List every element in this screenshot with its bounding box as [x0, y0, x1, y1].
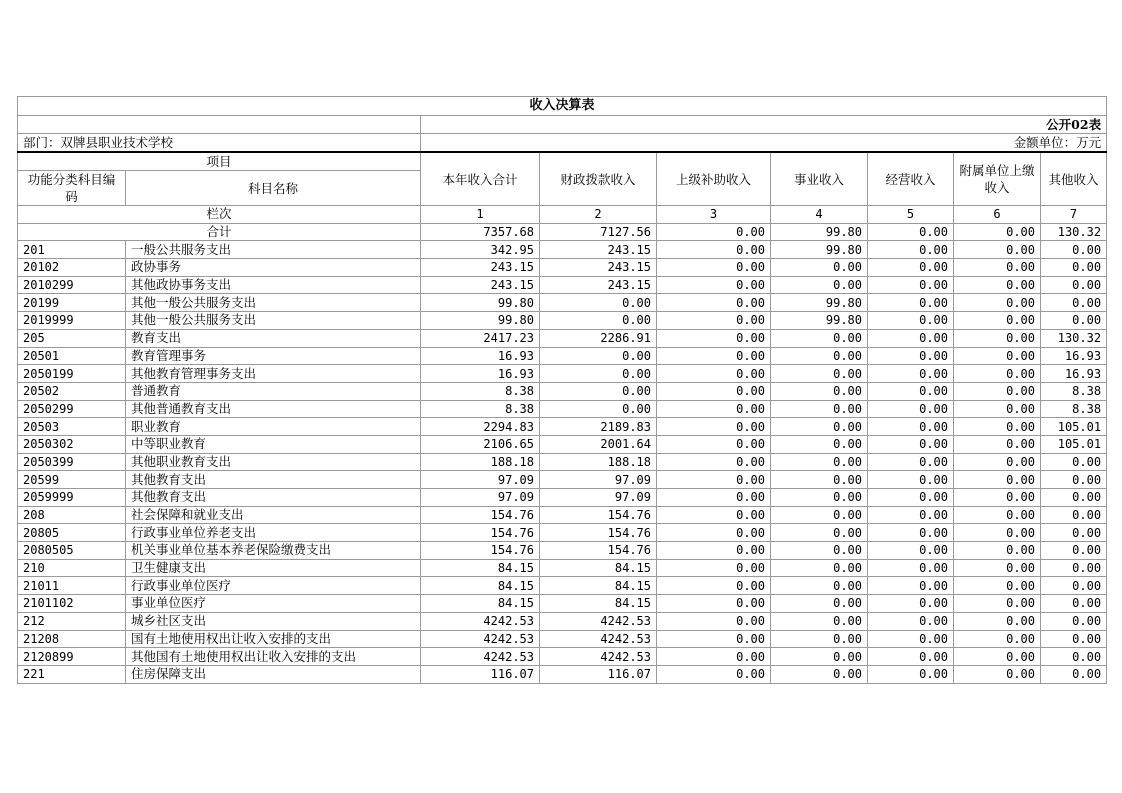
amount-cell: 0.00	[657, 630, 771, 648]
column-index: 4	[771, 206, 868, 224]
subject-name: 教育管理事务	[126, 347, 421, 365]
column-index: 6	[954, 206, 1041, 224]
subject-name: 其他教育支出	[126, 489, 421, 507]
amount-cell: 99.80	[771, 294, 868, 312]
subject-name: 卫生健康支出	[126, 559, 421, 577]
amount-cell: 8.38	[421, 400, 540, 418]
form-number: 公开02表	[421, 116, 1107, 134]
subject-code: 2059999	[18, 489, 126, 507]
table-row	[18, 365, 1107, 383]
amount-cell: 0.00	[540, 382, 657, 400]
subject-code: 2050199	[18, 365, 126, 383]
subject-code: 2050399	[18, 453, 126, 471]
amount-cell: 0.00	[954, 312, 1041, 330]
table-row	[18, 542, 1107, 560]
amount-cell: 0.00	[954, 612, 1041, 630]
amount-cell: 0.00	[868, 435, 954, 453]
table-row	[18, 400, 1107, 418]
amount-cell: 0.00	[1041, 259, 1107, 277]
table-row	[18, 435, 1107, 453]
total-row-label: 合计	[18, 223, 421, 241]
amount-cell: 243.15	[421, 259, 540, 277]
amount-cell: 0.00	[868, 418, 954, 436]
subject-name: 中等职业教育	[126, 435, 421, 453]
amount-cell: 84.15	[540, 559, 657, 577]
table-row	[18, 259, 1107, 277]
affiliated-header: 附属单位上缴收入	[954, 152, 1041, 206]
amount-cell: 4242.53	[421, 612, 540, 630]
amount-cell: 154.76	[421, 524, 540, 542]
subject-name: 其他普通教育支出	[126, 400, 421, 418]
subject-name: 行政事业单位医疗	[126, 577, 421, 595]
amount-cell: 0.00	[1041, 453, 1107, 471]
amount-cell: 0.00	[657, 559, 771, 577]
amount-cell: 0.00	[771, 276, 868, 294]
amount-cell: 0.00	[868, 312, 954, 330]
subject-name: 社会保障和就业支出	[126, 506, 421, 524]
amount-cell: 0.00	[657, 259, 771, 277]
amount-cell: 0.00	[771, 665, 868, 683]
amount-cell: 0.00	[771, 418, 868, 436]
table-row	[18, 630, 1107, 648]
column-index: 1	[421, 206, 540, 224]
amount-cell: 0.00	[540, 294, 657, 312]
subject-name: 城乡社区支出	[126, 612, 421, 630]
amount-cell: 0.00	[954, 630, 1041, 648]
table-row	[18, 382, 1107, 400]
subject-name: 行政事业单位养老支出	[126, 524, 421, 542]
income-table	[17, 96, 1107, 684]
amount-cell: 4242.53	[540, 612, 657, 630]
amount-cell: 0.00	[954, 453, 1041, 471]
amount-cell: 0.00	[657, 241, 771, 259]
subject-code: 2050299	[18, 400, 126, 418]
amount-cell: 0.00	[954, 294, 1041, 312]
subject-name: 住房保障支出	[126, 665, 421, 683]
column-index: 2	[540, 206, 657, 224]
amount-cell: 0.00	[771, 648, 868, 666]
amount-cell: 0.00	[1041, 595, 1107, 613]
subject-code: 201	[18, 241, 126, 259]
amount-cell: 0.00	[868, 506, 954, 524]
amount-cell: 0.00	[1041, 665, 1107, 683]
amount-cell: 0.00	[657, 435, 771, 453]
amount-cell: 0.00	[1041, 471, 1107, 489]
total-value: 7127.56	[540, 223, 657, 241]
other-header: 其他收入	[1041, 152, 1107, 206]
amount-cell: 0.00	[868, 577, 954, 595]
subject-code: 210	[18, 559, 126, 577]
amount-cell: 0.00	[771, 453, 868, 471]
amount-cell: 0.00	[657, 453, 771, 471]
subject-code: 20599	[18, 471, 126, 489]
subject-code: 2120899	[18, 648, 126, 666]
amount-cell: 0.00	[954, 524, 1041, 542]
table-row	[18, 329, 1107, 347]
subject-code: 205	[18, 329, 126, 347]
amount-cell: 0.00	[771, 259, 868, 277]
amount-cell: 0.00	[657, 665, 771, 683]
table-row	[18, 524, 1107, 542]
table-row	[18, 312, 1107, 330]
table-row	[18, 471, 1107, 489]
amount-cell: 0.00	[954, 400, 1041, 418]
amount-cell: 0.00	[954, 595, 1041, 613]
subject-code: 20501	[18, 347, 126, 365]
amount-cell: 0.00	[771, 630, 868, 648]
total-value: 130.32	[1041, 223, 1107, 241]
amount-cell: 97.09	[421, 471, 540, 489]
amount-cell: 16.93	[421, 365, 540, 383]
amount-cell: 2106.65	[421, 435, 540, 453]
amount-cell: 4242.53	[540, 648, 657, 666]
amount-cell: 0.00	[868, 542, 954, 560]
subject-name: 其他国有土地使用权出让收入安排的支出	[126, 648, 421, 666]
amount-cell: 2286.91	[540, 329, 657, 347]
amount-cell: 0.00	[540, 347, 657, 365]
amount-cell: 0.00	[771, 365, 868, 383]
amount-cell: 99.80	[421, 294, 540, 312]
amount-cell: 0.00	[868, 453, 954, 471]
table-row	[18, 612, 1107, 630]
amount-cell: 0.00	[540, 312, 657, 330]
amount-cell: 0.00	[954, 418, 1041, 436]
amount-cell: 97.09	[540, 489, 657, 507]
amount-cell: 0.00	[868, 241, 954, 259]
amount-cell: 0.00	[1041, 294, 1107, 312]
amount-cell: 0.00	[1041, 559, 1107, 577]
amount-cell: 16.93	[1041, 347, 1107, 365]
subject-name: 其他政协事务支出	[126, 276, 421, 294]
amount-cell: 0.00	[868, 612, 954, 630]
department-label: 部门：双牌县职业技术学校	[18, 134, 421, 153]
amount-cell: 0.00	[868, 365, 954, 383]
total-value: 99.80	[771, 223, 868, 241]
amount-cell: 0.00	[657, 524, 771, 542]
column-index: 5	[868, 206, 954, 224]
amount-cell: 0.00	[1041, 542, 1107, 560]
subject-code: 20805	[18, 524, 126, 542]
table-row	[18, 276, 1107, 294]
amount-cell: 342.95	[421, 241, 540, 259]
total-value: 0.00	[657, 223, 771, 241]
amount-cell: 243.15	[540, 259, 657, 277]
table-row	[18, 559, 1107, 577]
subject-name: 国有土地使用权出让收入安排的支出	[126, 630, 421, 648]
amount-cell: 0.00	[868, 329, 954, 347]
table-row	[18, 294, 1107, 312]
amount-cell: 0.00	[771, 382, 868, 400]
amount-cell: 154.76	[540, 524, 657, 542]
code-header: 功能分类科目编码	[18, 171, 126, 206]
amount-cell: 0.00	[657, 312, 771, 330]
subject-code: 221	[18, 665, 126, 683]
total-value: 0.00	[954, 223, 1041, 241]
amount-cell: 0.00	[954, 542, 1041, 560]
amount-cell: 0.00	[771, 577, 868, 595]
amount-cell: 0.00	[954, 648, 1041, 666]
amount-cell: 0.00	[657, 577, 771, 595]
column-index: 7	[1041, 206, 1107, 224]
subject-name: 教育支出	[126, 329, 421, 347]
amount-cell: 16.93	[1041, 365, 1107, 383]
table-row	[18, 648, 1107, 666]
amount-cell: 8.38	[1041, 400, 1107, 418]
subject-code: 2019999	[18, 312, 126, 330]
amount-cell: 2001.64	[540, 435, 657, 453]
subject-name: 普通教育	[126, 382, 421, 400]
amount-cell: 0.00	[868, 347, 954, 365]
amount-cell: 0.00	[1041, 612, 1107, 630]
amount-cell: 154.76	[421, 506, 540, 524]
amount-cell: 0.00	[868, 648, 954, 666]
subject-name: 一般公共服务支出	[126, 241, 421, 259]
unit-label: 金额单位：万元	[421, 134, 1107, 153]
subject-name: 其他一般公共服务支出	[126, 294, 421, 312]
amount-cell: 0.00	[771, 435, 868, 453]
amount-cell: 2189.83	[540, 418, 657, 436]
amount-cell: 0.00	[1041, 241, 1107, 259]
amount-cell: 116.07	[540, 665, 657, 683]
amount-cell: 0.00	[868, 559, 954, 577]
subject-code: 20199	[18, 294, 126, 312]
operating-header: 经营收入	[868, 152, 954, 206]
subject-code: 21011	[18, 577, 126, 595]
amount-cell: 0.00	[954, 435, 1041, 453]
amount-cell: 0.00	[954, 347, 1041, 365]
amount-cell: 0.00	[657, 489, 771, 507]
amount-cell: 0.00	[1041, 506, 1107, 524]
table-title: 收入决算表	[18, 97, 1107, 116]
amount-cell: 0.00	[771, 489, 868, 507]
amount-cell: 0.00	[657, 382, 771, 400]
amount-cell: 0.00	[657, 418, 771, 436]
amount-cell: 0.00	[954, 489, 1041, 507]
subject-code: 20102	[18, 259, 126, 277]
column-index-label: 栏次	[18, 206, 421, 224]
subject-name: 其他教育支出	[126, 471, 421, 489]
amount-cell: 0.00	[657, 347, 771, 365]
subject-code: 21208	[18, 630, 126, 648]
amount-cell: 243.15	[421, 276, 540, 294]
amount-cell: 0.00	[771, 595, 868, 613]
amount-cell: 4242.53	[540, 630, 657, 648]
superior-header: 上级补助收入	[657, 152, 771, 206]
amount-cell: 0.00	[1041, 312, 1107, 330]
amount-cell: 130.32	[1041, 329, 1107, 347]
amount-cell: 0.00	[868, 595, 954, 613]
amount-cell: 0.00	[657, 365, 771, 383]
subject-code: 2050302	[18, 435, 126, 453]
subject-name: 其他教育管理事务支出	[126, 365, 421, 383]
amount-cell: 84.15	[540, 595, 657, 613]
amount-cell: 0.00	[771, 400, 868, 418]
amount-cell: 0.00	[1041, 630, 1107, 648]
amount-cell: 97.09	[540, 471, 657, 489]
amount-cell: 0.00	[868, 294, 954, 312]
amount-cell: 0.00	[540, 365, 657, 383]
amount-cell: 8.38	[421, 382, 540, 400]
amount-cell: 99.80	[421, 312, 540, 330]
amount-cell: 97.09	[421, 489, 540, 507]
amount-cell: 84.15	[421, 559, 540, 577]
table-row	[18, 489, 1107, 507]
amount-cell: 0.00	[868, 259, 954, 277]
amount-cell: 0.00	[771, 524, 868, 542]
amount-cell: 0.00	[771, 471, 868, 489]
amount-cell: 4242.53	[421, 648, 540, 666]
amount-cell: 0.00	[954, 365, 1041, 383]
amount-cell: 105.01	[1041, 435, 1107, 453]
subject-name: 其他职业教育支出	[126, 453, 421, 471]
subject-name: 机关事业单位基本养老保险缴费支出	[126, 542, 421, 560]
amount-cell: 0.00	[1041, 276, 1107, 294]
amount-cell: 0.00	[954, 382, 1041, 400]
amount-cell: 0.00	[657, 276, 771, 294]
subject-code: 20502	[18, 382, 126, 400]
amount-cell: 99.80	[771, 312, 868, 330]
amount-cell: 0.00	[771, 559, 868, 577]
blank-cell	[18, 116, 421, 134]
amount-cell: 243.15	[540, 276, 657, 294]
amount-cell: 0.00	[657, 648, 771, 666]
amount-cell: 84.15	[540, 577, 657, 595]
amount-cell: 0.00	[868, 524, 954, 542]
table-row	[18, 347, 1107, 365]
amount-cell: 0.00	[657, 595, 771, 613]
amount-cell: 0.00	[868, 630, 954, 648]
amount-cell: 4242.53	[421, 630, 540, 648]
amount-cell: 154.76	[540, 542, 657, 560]
total-header: 本年收入合计	[421, 152, 540, 206]
amount-cell: 0.00	[657, 294, 771, 312]
amount-cell: 0.00	[954, 506, 1041, 524]
amount-cell: 154.76	[421, 542, 540, 560]
amount-cell: 0.00	[954, 577, 1041, 595]
amount-cell: 0.00	[657, 400, 771, 418]
name-header: 科目名称	[126, 171, 421, 206]
amount-cell: 0.00	[868, 489, 954, 507]
total-value: 7357.68	[421, 223, 540, 241]
amount-cell: 0.00	[657, 506, 771, 524]
amount-cell: 0.00	[1041, 577, 1107, 595]
amount-cell: 0.00	[657, 542, 771, 560]
amount-cell: 0.00	[771, 347, 868, 365]
amount-cell: 0.00	[954, 241, 1041, 259]
subject-name: 职业教育	[126, 418, 421, 436]
amount-cell: 0.00	[771, 329, 868, 347]
amount-cell: 188.18	[540, 453, 657, 471]
table-row	[18, 577, 1107, 595]
total-value: 0.00	[868, 223, 954, 241]
amount-cell: 0.00	[540, 400, 657, 418]
item-group-header: 项目	[18, 152, 421, 171]
amount-cell: 0.00	[1041, 489, 1107, 507]
subject-code: 2010299	[18, 276, 126, 294]
table-row	[18, 506, 1107, 524]
amount-cell: 0.00	[868, 471, 954, 489]
subject-code: 212	[18, 612, 126, 630]
amount-cell: 84.15	[421, 595, 540, 613]
amount-cell: 0.00	[657, 329, 771, 347]
table-row	[18, 665, 1107, 683]
amount-cell: 0.00	[657, 471, 771, 489]
subject-name: 政协事务	[126, 259, 421, 277]
amount-cell: 2417.23	[421, 329, 540, 347]
amount-cell: 0.00	[954, 259, 1041, 277]
amount-cell: 116.07	[421, 665, 540, 683]
amount-cell: 0.00	[954, 329, 1041, 347]
amount-cell: 105.01	[1041, 418, 1107, 436]
fiscal-header: 财政拨款收入	[540, 152, 657, 206]
amount-cell: 99.80	[771, 241, 868, 259]
amount-cell: 0.00	[954, 559, 1041, 577]
amount-cell: 0.00	[868, 382, 954, 400]
income-statement-sheet	[17, 96, 1106, 684]
amount-cell: 84.15	[421, 577, 540, 595]
amount-cell: 0.00	[954, 665, 1041, 683]
subject-name: 其他一般公共服务支出	[126, 312, 421, 330]
table-row	[18, 418, 1107, 436]
business-header: 事业收入	[771, 152, 868, 206]
amount-cell: 154.76	[540, 506, 657, 524]
subject-code: 20503	[18, 418, 126, 436]
table-row	[18, 453, 1107, 471]
amount-cell: 16.93	[421, 347, 540, 365]
table-row	[18, 595, 1107, 613]
amount-cell: 2294.83	[421, 418, 540, 436]
amount-cell: 0.00	[771, 542, 868, 560]
table-row	[18, 241, 1107, 259]
amount-cell: 0.00	[868, 276, 954, 294]
subject-code: 2101102	[18, 595, 126, 613]
amount-cell: 188.18	[421, 453, 540, 471]
amount-cell: 243.15	[540, 241, 657, 259]
subject-code: 208	[18, 506, 126, 524]
column-index: 3	[657, 206, 771, 224]
amount-cell: 0.00	[868, 400, 954, 418]
amount-cell: 0.00	[1041, 524, 1107, 542]
subject-name: 事业单位医疗	[126, 595, 421, 613]
amount-cell: 0.00	[954, 276, 1041, 294]
amount-cell: 0.00	[1041, 648, 1107, 666]
amount-cell: 8.38	[1041, 382, 1107, 400]
amount-cell: 0.00	[771, 506, 868, 524]
amount-cell: 0.00	[657, 612, 771, 630]
amount-cell: 0.00	[771, 612, 868, 630]
subject-code: 2080505	[18, 542, 126, 560]
amount-cell: 0.00	[868, 665, 954, 683]
amount-cell: 0.00	[954, 471, 1041, 489]
